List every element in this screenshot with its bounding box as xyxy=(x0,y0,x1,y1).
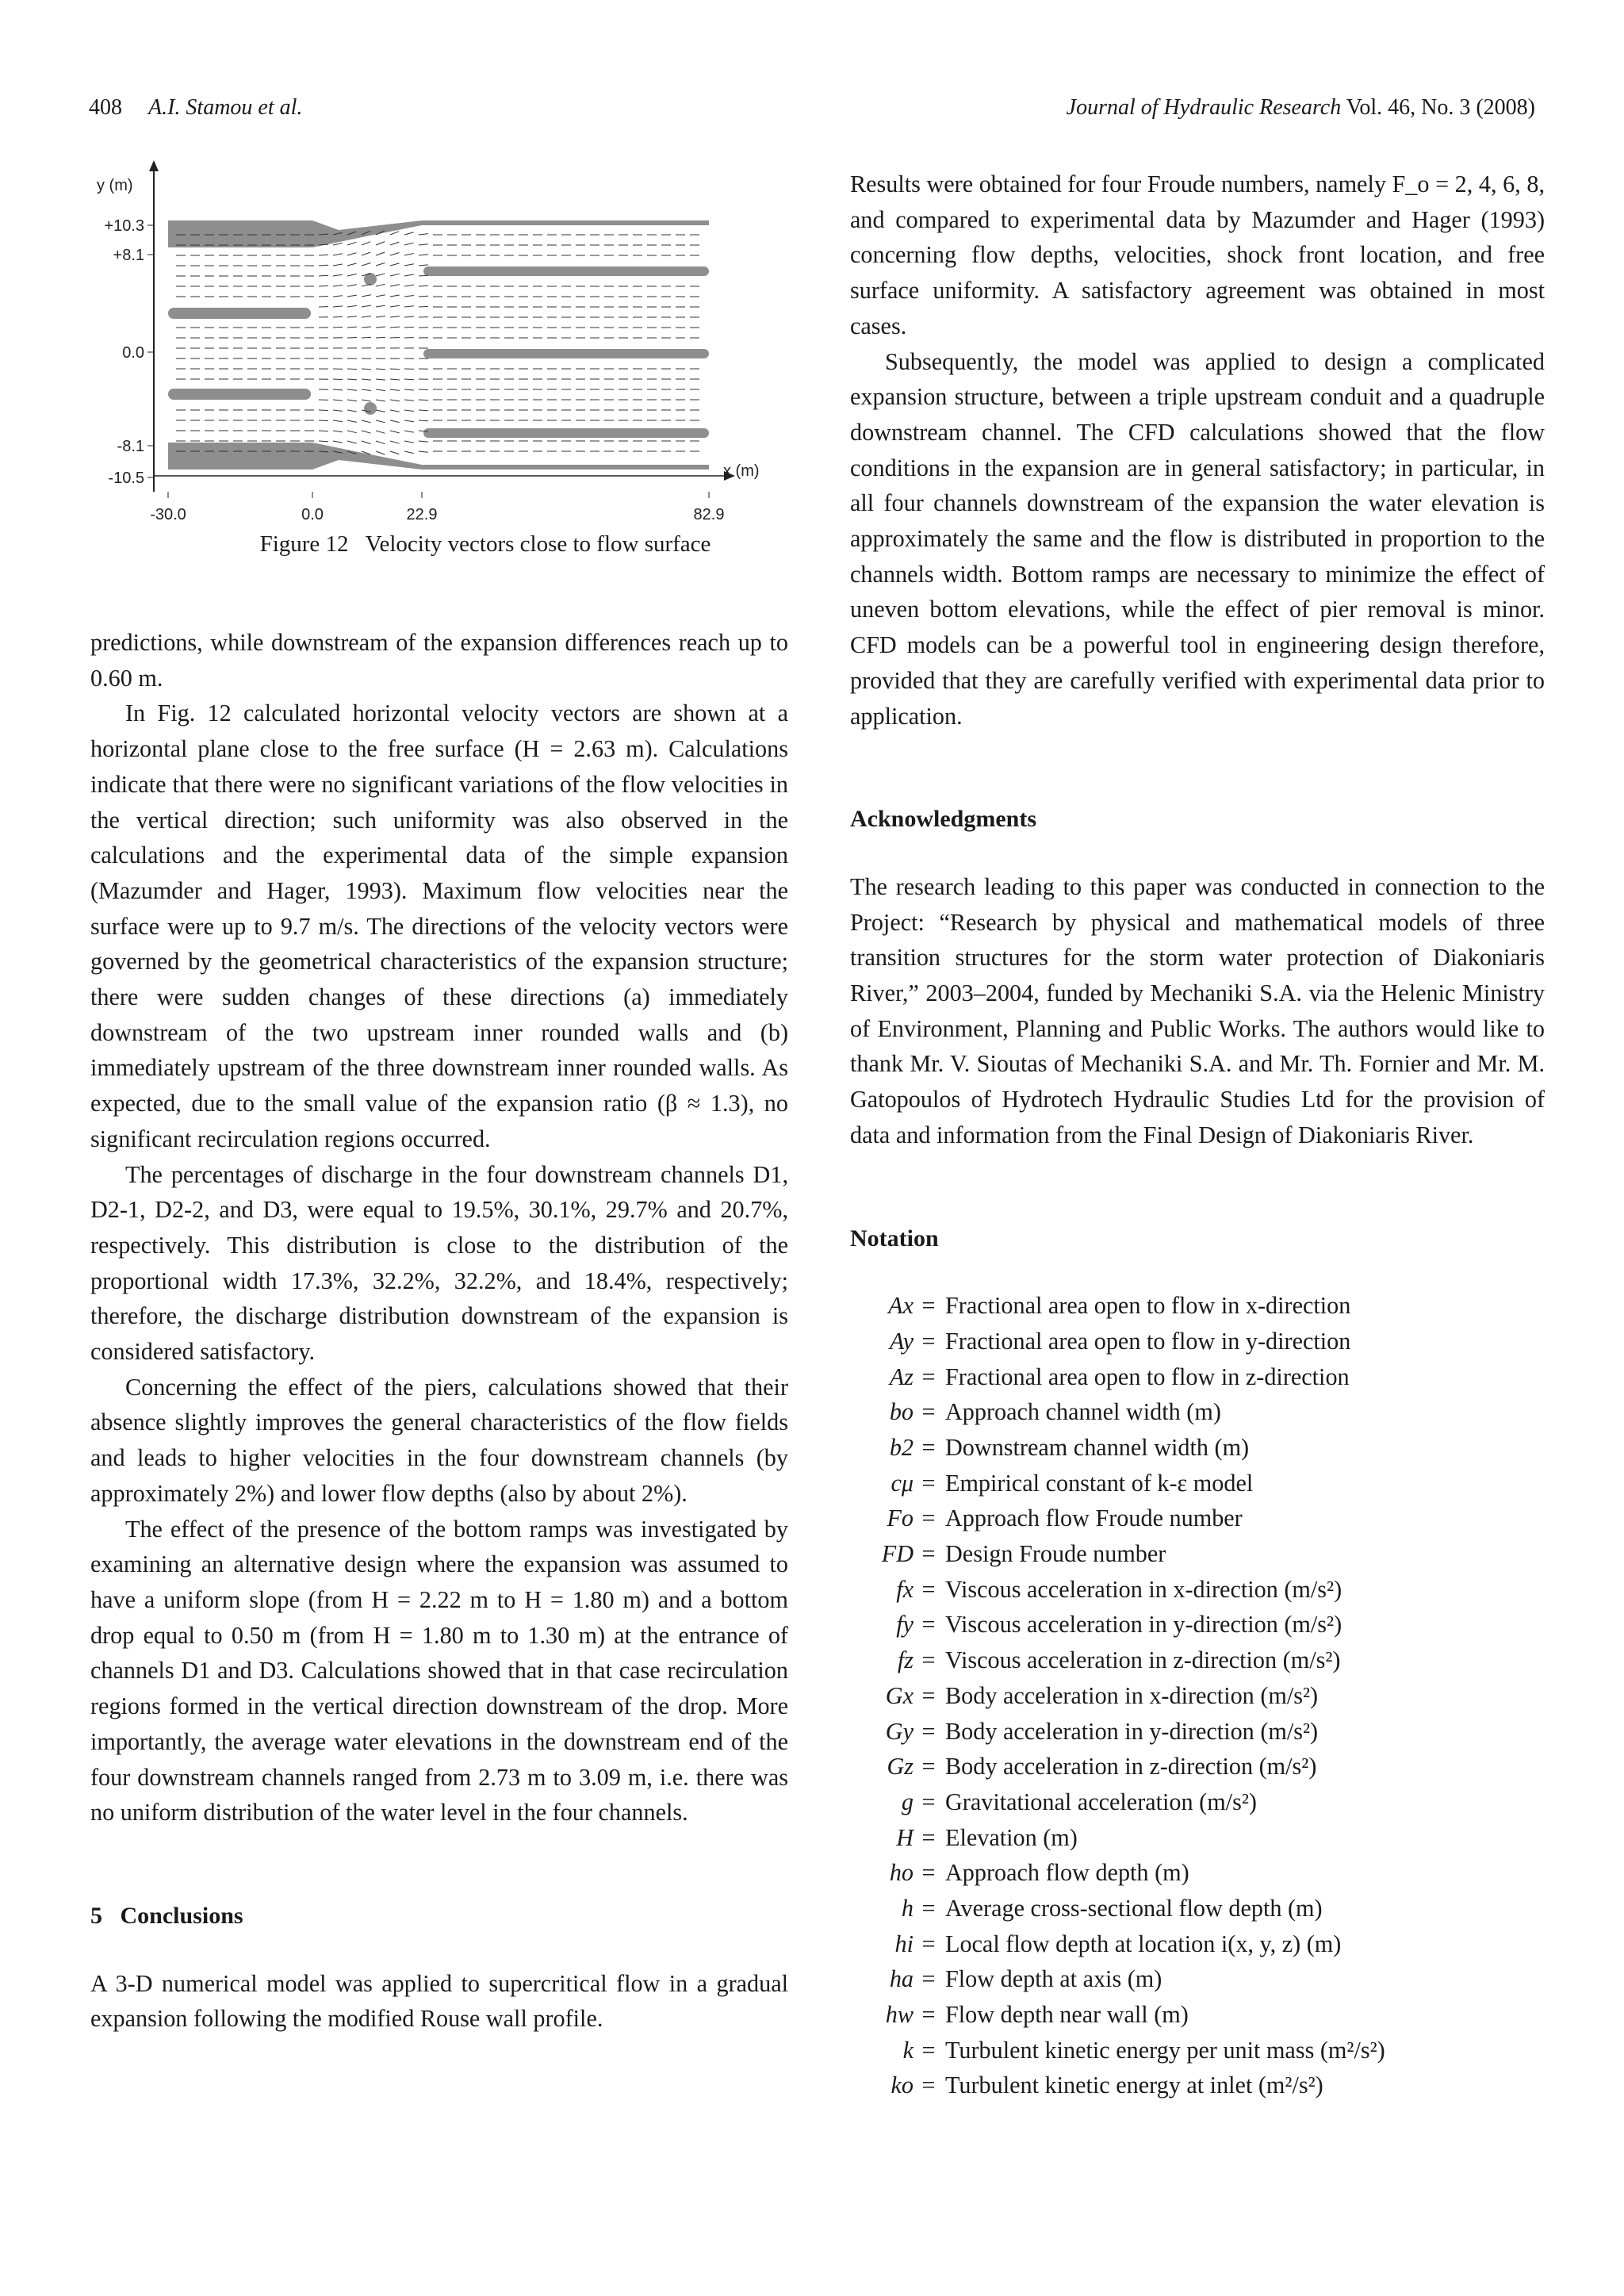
velocity-vector xyxy=(347,316,357,317)
running-header-right xyxy=(1067,94,1535,122)
velocity-vector xyxy=(333,254,343,255)
velocity-vector xyxy=(419,400,428,401)
outer-wall-bottom xyxy=(168,443,709,470)
notation-heading: Notation xyxy=(850,1225,939,1251)
notation-equals: = xyxy=(921,1434,936,1462)
notation-description: Fractional area open to flow in y-direction xyxy=(945,1327,1351,1355)
outer-wall-top xyxy=(168,220,709,247)
velocity-vector xyxy=(333,306,343,307)
y-tick-label: +10.3 xyxy=(104,217,144,235)
notation-row xyxy=(850,1749,1545,1784)
velocity-vector xyxy=(347,369,357,370)
figure-caption-label: Figure 12 xyxy=(259,531,349,557)
notation-symbol: k xyxy=(902,2036,914,2064)
velocity-vector xyxy=(390,338,400,339)
velocity-vector xyxy=(390,420,400,423)
vector-field-plot xyxy=(89,159,779,531)
velocity-vector xyxy=(362,327,371,328)
notation-equals: = xyxy=(921,1646,936,1674)
velocity-vector xyxy=(362,369,371,370)
notation-symbol: Gx xyxy=(885,1681,914,1709)
notation-description: Approach channel width (m) xyxy=(945,1398,1221,1426)
velocity-vector xyxy=(333,286,343,287)
velocity-vector xyxy=(362,305,371,307)
notation-equals: = xyxy=(921,1327,936,1355)
running-authors: A.I. Stamou et al. xyxy=(148,95,303,120)
notation-equals: = xyxy=(921,1717,936,1745)
notation-equals: = xyxy=(921,1363,936,1390)
channel-walls xyxy=(168,220,709,470)
velocity-vector xyxy=(347,410,357,412)
notation-symbol: ho xyxy=(889,1859,914,1887)
page-number: 408 xyxy=(89,95,122,120)
notation-equals: = xyxy=(921,2036,936,2064)
velocity-vector xyxy=(404,316,414,317)
notation-description: Body acceleration in z-direction (m/s²) xyxy=(945,1753,1317,1780)
notation-symbol: FD xyxy=(881,1540,914,1568)
y-ticks xyxy=(104,217,154,487)
velocity-vector xyxy=(333,431,343,432)
notation-symbol: Ay xyxy=(889,1327,914,1355)
velocity-vector xyxy=(419,389,428,390)
notation-row xyxy=(850,1430,1545,1466)
y-tick-label: 0.0 xyxy=(122,344,144,362)
notation-description: Empirical constant of k-ε model xyxy=(945,1469,1254,1497)
velocity-vector xyxy=(347,431,357,433)
velocity-vector xyxy=(362,263,371,266)
notation-equals: = xyxy=(921,2001,936,2029)
velocity-vector xyxy=(404,296,414,297)
notation-symbol: ha xyxy=(889,1965,914,1993)
velocity-vector xyxy=(376,420,385,423)
x-tick-label: 22.9 xyxy=(406,506,438,523)
paragraph: Concerning the effect of the piers, calculations showed that their absence slightly improves the general characteristics of the flow fields and leads to higher velocities in the four downstream channels (by approximately 2%) and lower flow depths (also by about 2%). xyxy=(90,1373,788,1507)
notation-symbol: hw xyxy=(885,2001,914,2029)
velocity-vector xyxy=(376,252,385,255)
notation-symbol: fy xyxy=(896,1611,914,1639)
velocity-vector xyxy=(319,420,328,421)
notation-description: Design Froude number xyxy=(945,1540,1166,1568)
velocity-vector xyxy=(333,441,343,443)
notation-symbol: Fo xyxy=(887,1504,914,1532)
velocity-vector xyxy=(347,253,357,255)
velocity-vector xyxy=(347,263,357,266)
notation-equals: = xyxy=(921,1965,936,1993)
velocity-vector xyxy=(390,242,399,245)
x-tick-label: -30.0 xyxy=(150,506,186,523)
velocity-vector xyxy=(362,400,371,401)
velocity-vector xyxy=(362,379,371,380)
notation-symbol: Gz xyxy=(887,1753,914,1780)
velocity-vector xyxy=(419,410,428,411)
notation-row xyxy=(850,1714,1545,1750)
notation-description: Approach flow depth (m) xyxy=(945,1859,1189,1887)
notation-equals: = xyxy=(921,1823,936,1851)
downstream-inner-wall-2 xyxy=(423,349,709,358)
velocity-vector xyxy=(347,379,357,380)
velocity-vector xyxy=(404,410,414,412)
velocity-vector xyxy=(347,285,357,286)
velocity-vector xyxy=(376,400,385,401)
velocity-vector xyxy=(390,263,400,266)
notation-symbol: bo xyxy=(889,1398,914,1426)
notation-equals: = xyxy=(921,1788,936,1815)
velocity-vector xyxy=(404,264,414,266)
figure-caption-text: Velocity vectors close to flow surface xyxy=(365,531,711,557)
paragraph: Subsequently, the model was applied to design a complicated expansion structure, between a triple upstream conduit and a quadruple downstream channel. The CFD calculations showed that the flow conditions in the expansion are in general satisfactory; in particular, in all four channels downstream of the expansion the water elevation is approximately the same and the flow is distributed in proportion to the channels width. Bottom ramps are necessary to minimize the effect of uneven bottom elevations, while the effect of pier removal is minor. CFD models can be a powerful tool in engineering design therefore, provided that they are carefully verified with experimental data prior to application. xyxy=(850,347,1545,730)
notation-equals: = xyxy=(921,1575,936,1603)
velocity-vector xyxy=(419,306,428,307)
y-tick-label: +8.1 xyxy=(113,247,144,264)
notation-description: Turbulent kinetic energy per unit mass (m²/s²) xyxy=(945,2036,1385,2064)
velocity-vector xyxy=(404,389,414,390)
notation-symbol: H xyxy=(896,1823,914,1851)
velocity-vector xyxy=(390,316,400,317)
right-column xyxy=(850,167,1545,2103)
velocity-vector xyxy=(419,234,428,235)
notation-symbol: cμ xyxy=(891,1469,914,1497)
notation-equals: = xyxy=(921,1611,936,1639)
velocity-vector xyxy=(376,337,385,338)
velocity-vector xyxy=(404,243,414,245)
journal-volume: Vol. 46, No. 3 (2008) xyxy=(1346,95,1535,120)
velocity-vector xyxy=(419,296,428,297)
velocity-vector xyxy=(376,369,385,370)
velocity-vector xyxy=(333,274,343,276)
velocity-vector xyxy=(376,441,385,444)
velocity-vector xyxy=(390,379,400,380)
velocity-vector xyxy=(390,253,400,256)
velocity-vector xyxy=(419,244,428,245)
notation-description: Flow depth near wall (m) xyxy=(945,2001,1189,2029)
notation-row xyxy=(850,1466,1545,1501)
notation-equals: = xyxy=(921,2072,936,2099)
velocity-vector xyxy=(404,274,414,276)
downstream-inner-wall-1 xyxy=(423,266,709,276)
velocity-vector xyxy=(376,242,385,245)
notation-row xyxy=(850,1784,1545,1820)
velocity-vector xyxy=(419,441,428,442)
notation-symbol: Az xyxy=(889,1363,914,1390)
running-header-left xyxy=(89,94,302,122)
notation-equals: = xyxy=(921,1504,936,1532)
velocity-vector xyxy=(390,232,399,235)
velocity-vector xyxy=(404,232,414,235)
notation-row xyxy=(850,1820,1545,1856)
y-axis-arrow xyxy=(149,160,159,171)
velocity-vector xyxy=(362,389,371,391)
figure-12 xyxy=(89,159,779,557)
velocity-vector xyxy=(362,337,371,338)
velocity-vector xyxy=(376,263,385,266)
notation-row xyxy=(850,2068,1545,2103)
notation-row xyxy=(850,1926,1545,1962)
notation-symbol: b2 xyxy=(889,1434,914,1462)
notation-symbol: fz xyxy=(897,1646,914,1674)
velocity-vector xyxy=(347,242,356,245)
velocity-vector xyxy=(362,252,370,255)
velocity-vector xyxy=(362,420,371,423)
velocity-vector xyxy=(347,305,357,307)
velocity-vector xyxy=(390,431,400,433)
notation-row xyxy=(850,1572,1545,1608)
notation-row xyxy=(850,1642,1545,1678)
notation-description: Gravitational acceleration (m/s²) xyxy=(945,1788,1257,1815)
velocity-vector xyxy=(390,389,400,390)
velocity-vector xyxy=(362,316,371,317)
velocity-vector xyxy=(319,265,328,266)
velocity-vector xyxy=(333,420,343,422)
velocity-vector xyxy=(347,338,357,339)
notation-symbol: h xyxy=(901,1894,914,1922)
notation-symbol: Gy xyxy=(885,1717,914,1745)
notation-row xyxy=(850,1891,1545,1926)
velocity-vector xyxy=(376,389,385,391)
velocity-vector xyxy=(376,327,385,328)
velocity-vector xyxy=(390,441,400,443)
notation-equals: = xyxy=(921,1398,936,1426)
upstream-inner-wall-top xyxy=(168,308,311,319)
velocity-vector xyxy=(419,420,428,421)
notation-description: Flow depth at axis (m) xyxy=(945,1965,1162,1993)
velocity-vector xyxy=(347,274,357,276)
velocity-vector xyxy=(347,389,357,390)
velocity-vector xyxy=(376,451,385,454)
velocity-vector xyxy=(319,441,328,442)
paragraph: Results were obtained for four Froude numbers, namely F_o = 2, 4, 6, 8, and compared to experimental data by Mazumder and Hager (1993) concerning flow depths, velocities, shock front location, and free surface uniformity. A satisfactory agreement was obtained in most cases. xyxy=(850,171,1545,339)
velocity-vector xyxy=(376,410,385,412)
velocity-vector xyxy=(404,400,414,401)
notation-equals: = xyxy=(921,1930,936,1957)
notation-description: Body acceleration in y-direction (m/s²) xyxy=(945,1717,1319,1745)
paragraph: The effect of the presence of the bottom ramps was investigated by examining an alternative design where the expansion was assumed to have a uniform slope (from H = 2.22 m to H = 1.80 m) and a bottom drop equal to 0.50 m (from H = 1.80 m to 1.30 m) at the entrance of channels D1 and D3. Calculations showed that in that case recirculation regions formed in the vertical direction downstream of the drop. More importantly, the average water elevations in the downstream end of the four downstream channels ranged from 2.73 m to 3.09 m, i.e. there was no uniform distribution of the water level in the four channels. xyxy=(90,1515,788,1826)
velocity-vector xyxy=(333,316,343,317)
paragraph: A 3-D numerical model was applied to supercritical flow in a gradual expansion following the modified Rouse wall profile. xyxy=(90,1969,788,2033)
notation-description: Average cross-sectional flow depth (m) xyxy=(945,1894,1323,1922)
notation-description: Viscous acceleration in x-direction (m/s²) xyxy=(945,1575,1342,1603)
velocity-vector xyxy=(376,274,385,276)
velocity-vectors xyxy=(176,231,699,454)
velocity-vector xyxy=(319,275,328,276)
notation-symbol: g xyxy=(901,1788,914,1815)
velocity-vector xyxy=(333,243,343,246)
velocity-vector xyxy=(404,451,414,454)
velocity-vector xyxy=(390,451,399,454)
notation-row xyxy=(850,1997,1545,2033)
notation-list xyxy=(850,1288,1545,2103)
velocity-vector xyxy=(419,451,428,452)
velocity-vector xyxy=(390,295,400,297)
velocity-vector xyxy=(390,400,400,401)
notation-row xyxy=(850,1501,1545,1536)
velocity-vector xyxy=(404,254,414,256)
y-tick-label: -10.5 xyxy=(108,470,144,487)
notation-row xyxy=(850,1359,1545,1395)
velocity-vector xyxy=(404,441,414,443)
notation-row xyxy=(850,1961,1545,1997)
notation-row xyxy=(850,1394,1545,1430)
notation-equals: = xyxy=(921,1540,936,1568)
velocity-vector xyxy=(390,285,400,286)
notation-equals: = xyxy=(921,1894,936,1922)
notation-description: Downstream channel width (m) xyxy=(945,1434,1250,1462)
left-column xyxy=(90,625,788,2037)
notation-equals: = xyxy=(921,1681,936,1709)
notation-description: Approach flow Froude number xyxy=(945,1504,1243,1532)
velocity-vector xyxy=(404,285,414,286)
velocity-vector xyxy=(362,295,371,297)
notation-symbol: fx xyxy=(896,1575,914,1603)
velocity-vector xyxy=(347,441,357,443)
notation-description: Viscous acceleration in y-direction (m/s²) xyxy=(945,1611,1342,1639)
figure-caption xyxy=(200,531,771,558)
velocity-vector xyxy=(347,327,357,328)
velocity-vector xyxy=(419,265,428,266)
section-heading-conclusions: 5 Conclusions xyxy=(90,1902,243,1929)
notation-symbol: ko xyxy=(891,2072,914,2099)
velocity-vector xyxy=(404,379,414,380)
velocity-vector xyxy=(333,296,343,297)
paragraph: predictions, while downstream of the expansion differences reach up to 0.60 m. xyxy=(90,629,788,692)
y-tick-label: -8.1 xyxy=(117,438,144,455)
notation-row xyxy=(850,1855,1545,1891)
notation-row xyxy=(850,2033,1545,2068)
velocity-vector xyxy=(390,305,400,307)
downstream-inner-wall-3 xyxy=(423,428,709,438)
notation-description: Local flow depth at location i(x, y, z) (m) xyxy=(945,1930,1342,1957)
notation-equals: = xyxy=(921,1469,936,1497)
velocity-vector xyxy=(419,275,428,276)
velocity-vector xyxy=(376,284,385,286)
velocity-vector xyxy=(404,420,414,422)
velocity-vector xyxy=(347,295,357,297)
x-axis-label: x (m) xyxy=(723,462,760,480)
notation-row xyxy=(850,1536,1545,1572)
velocity-vector xyxy=(376,431,385,433)
x-tick-label: 0.0 xyxy=(301,506,324,523)
velocity-vector xyxy=(362,242,370,245)
notation-description: Viscous acceleration in z-direction (m/s²) xyxy=(945,1646,1341,1674)
velocity-vector xyxy=(333,400,343,401)
velocity-vector xyxy=(390,327,400,328)
notation-equals: = xyxy=(921,1292,936,1320)
x-ticks xyxy=(150,492,724,523)
notation-row xyxy=(850,1324,1545,1359)
velocity-vector xyxy=(333,327,343,328)
velocity-vector xyxy=(376,305,385,307)
velocity-vector xyxy=(362,441,370,444)
notation-description: Fractional area open to flow in x-direction xyxy=(945,1292,1351,1320)
velocity-vector xyxy=(376,379,385,380)
notation-description: Body acceleration in x-direction (m/s²) xyxy=(945,1681,1319,1709)
pier-bottom xyxy=(364,402,377,415)
paragraph: In Fig. 12 calculated horizontal velocity vectors are shown at a horizontal plane close to the free surface (H = 2.63 m). Calculations indicate that there were no significant variations of the flow velocities in the vertical direction; such uniformity was also observed in the calculations and the experimental data of the simple expansion (Mazumder and Hager, 1993). Maximum flow velocities near the surface were up to 9.7 m/s. The directions of the velocity vectors were governed by the geometrical characteristics of the expansion structure; there were sudden changes of these directions (a) immediately downstream of the two upstream inner rounded walls and (b) immediately upstream of the three downstream inner rounded walls. As expected, due to the small value of the expansion ratio (β ≈ 1.3), no significant recirculation regions occurred. xyxy=(90,700,788,1152)
notation-description: Turbulent kinetic energy at inlet (m²/s²) xyxy=(945,2072,1323,2099)
velocity-vector xyxy=(404,327,414,328)
journal-name: Journal of Hydraulic Research xyxy=(1066,95,1342,120)
notation-description: Fractional area open to flow in z-direction xyxy=(945,1363,1350,1390)
notation-symbol: hi xyxy=(894,1930,914,1957)
velocity-vector xyxy=(390,410,400,412)
velocity-vector xyxy=(333,264,343,266)
velocity-vector xyxy=(404,306,414,307)
acknowledgments-text: The research leading to this paper was conducted in connection to the Project: “Research by physical and mathematical models of three transition structures for the storm water protection of Diakoniaris River,” 2003–2004, funded by Mechaniki S.A. via the Helenic Ministry of Environment, Planning and Public Works. The authors would like to thank Mr. V. Sioutas of Mechaniki S.A. and Mr. Th. Fornier and Mr. M. Gatopoulos of Hydrotech Hydraulic Studies Ltd for the provision of data and information from the Final Design of Diakoniaris River. xyxy=(850,872,1545,1148)
velocity-vector xyxy=(333,379,343,380)
acknowledgments-heading: Acknowledgments xyxy=(850,806,1037,833)
velocity-vector xyxy=(347,400,357,401)
x-tick-label: 82.9 xyxy=(693,506,725,523)
notation-symbol: Ax xyxy=(888,1292,914,1320)
velocity-vector xyxy=(319,410,328,411)
notation-description: Elevation (m) xyxy=(945,1823,1078,1851)
velocity-vector xyxy=(404,431,414,432)
velocity-vector xyxy=(390,274,400,276)
notation-row xyxy=(850,1678,1545,1714)
notation-row xyxy=(850,1607,1545,1642)
notation-row xyxy=(850,1288,1545,1324)
upstream-inner-wall-bottom xyxy=(168,389,311,400)
paragraph: The percentages of discharge in the four downstream channels D1, D2-1, D2-2, and D3, were equal to 19.5%, 30.1%, 29.7% and 20.7%, respectively. This distribution is close to the distribution of the proportional width 17.3%, 32.2%, 32.2%, and 18.4%, respectively; therefore, the discharge distribution downstream of the expansion is considered satisfactory. xyxy=(90,1160,788,1366)
velocity-vector xyxy=(333,410,343,411)
velocity-vector xyxy=(390,369,400,370)
velocity-vector xyxy=(362,431,371,433)
velocity-vector xyxy=(347,420,357,422)
velocity-vector xyxy=(376,316,385,318)
velocity-vector xyxy=(376,295,385,297)
notation-equals: = xyxy=(921,1753,936,1780)
y-axis-label: y (m) xyxy=(97,177,133,194)
notation-equals: = xyxy=(921,1859,936,1887)
velocity-vector xyxy=(333,389,343,390)
